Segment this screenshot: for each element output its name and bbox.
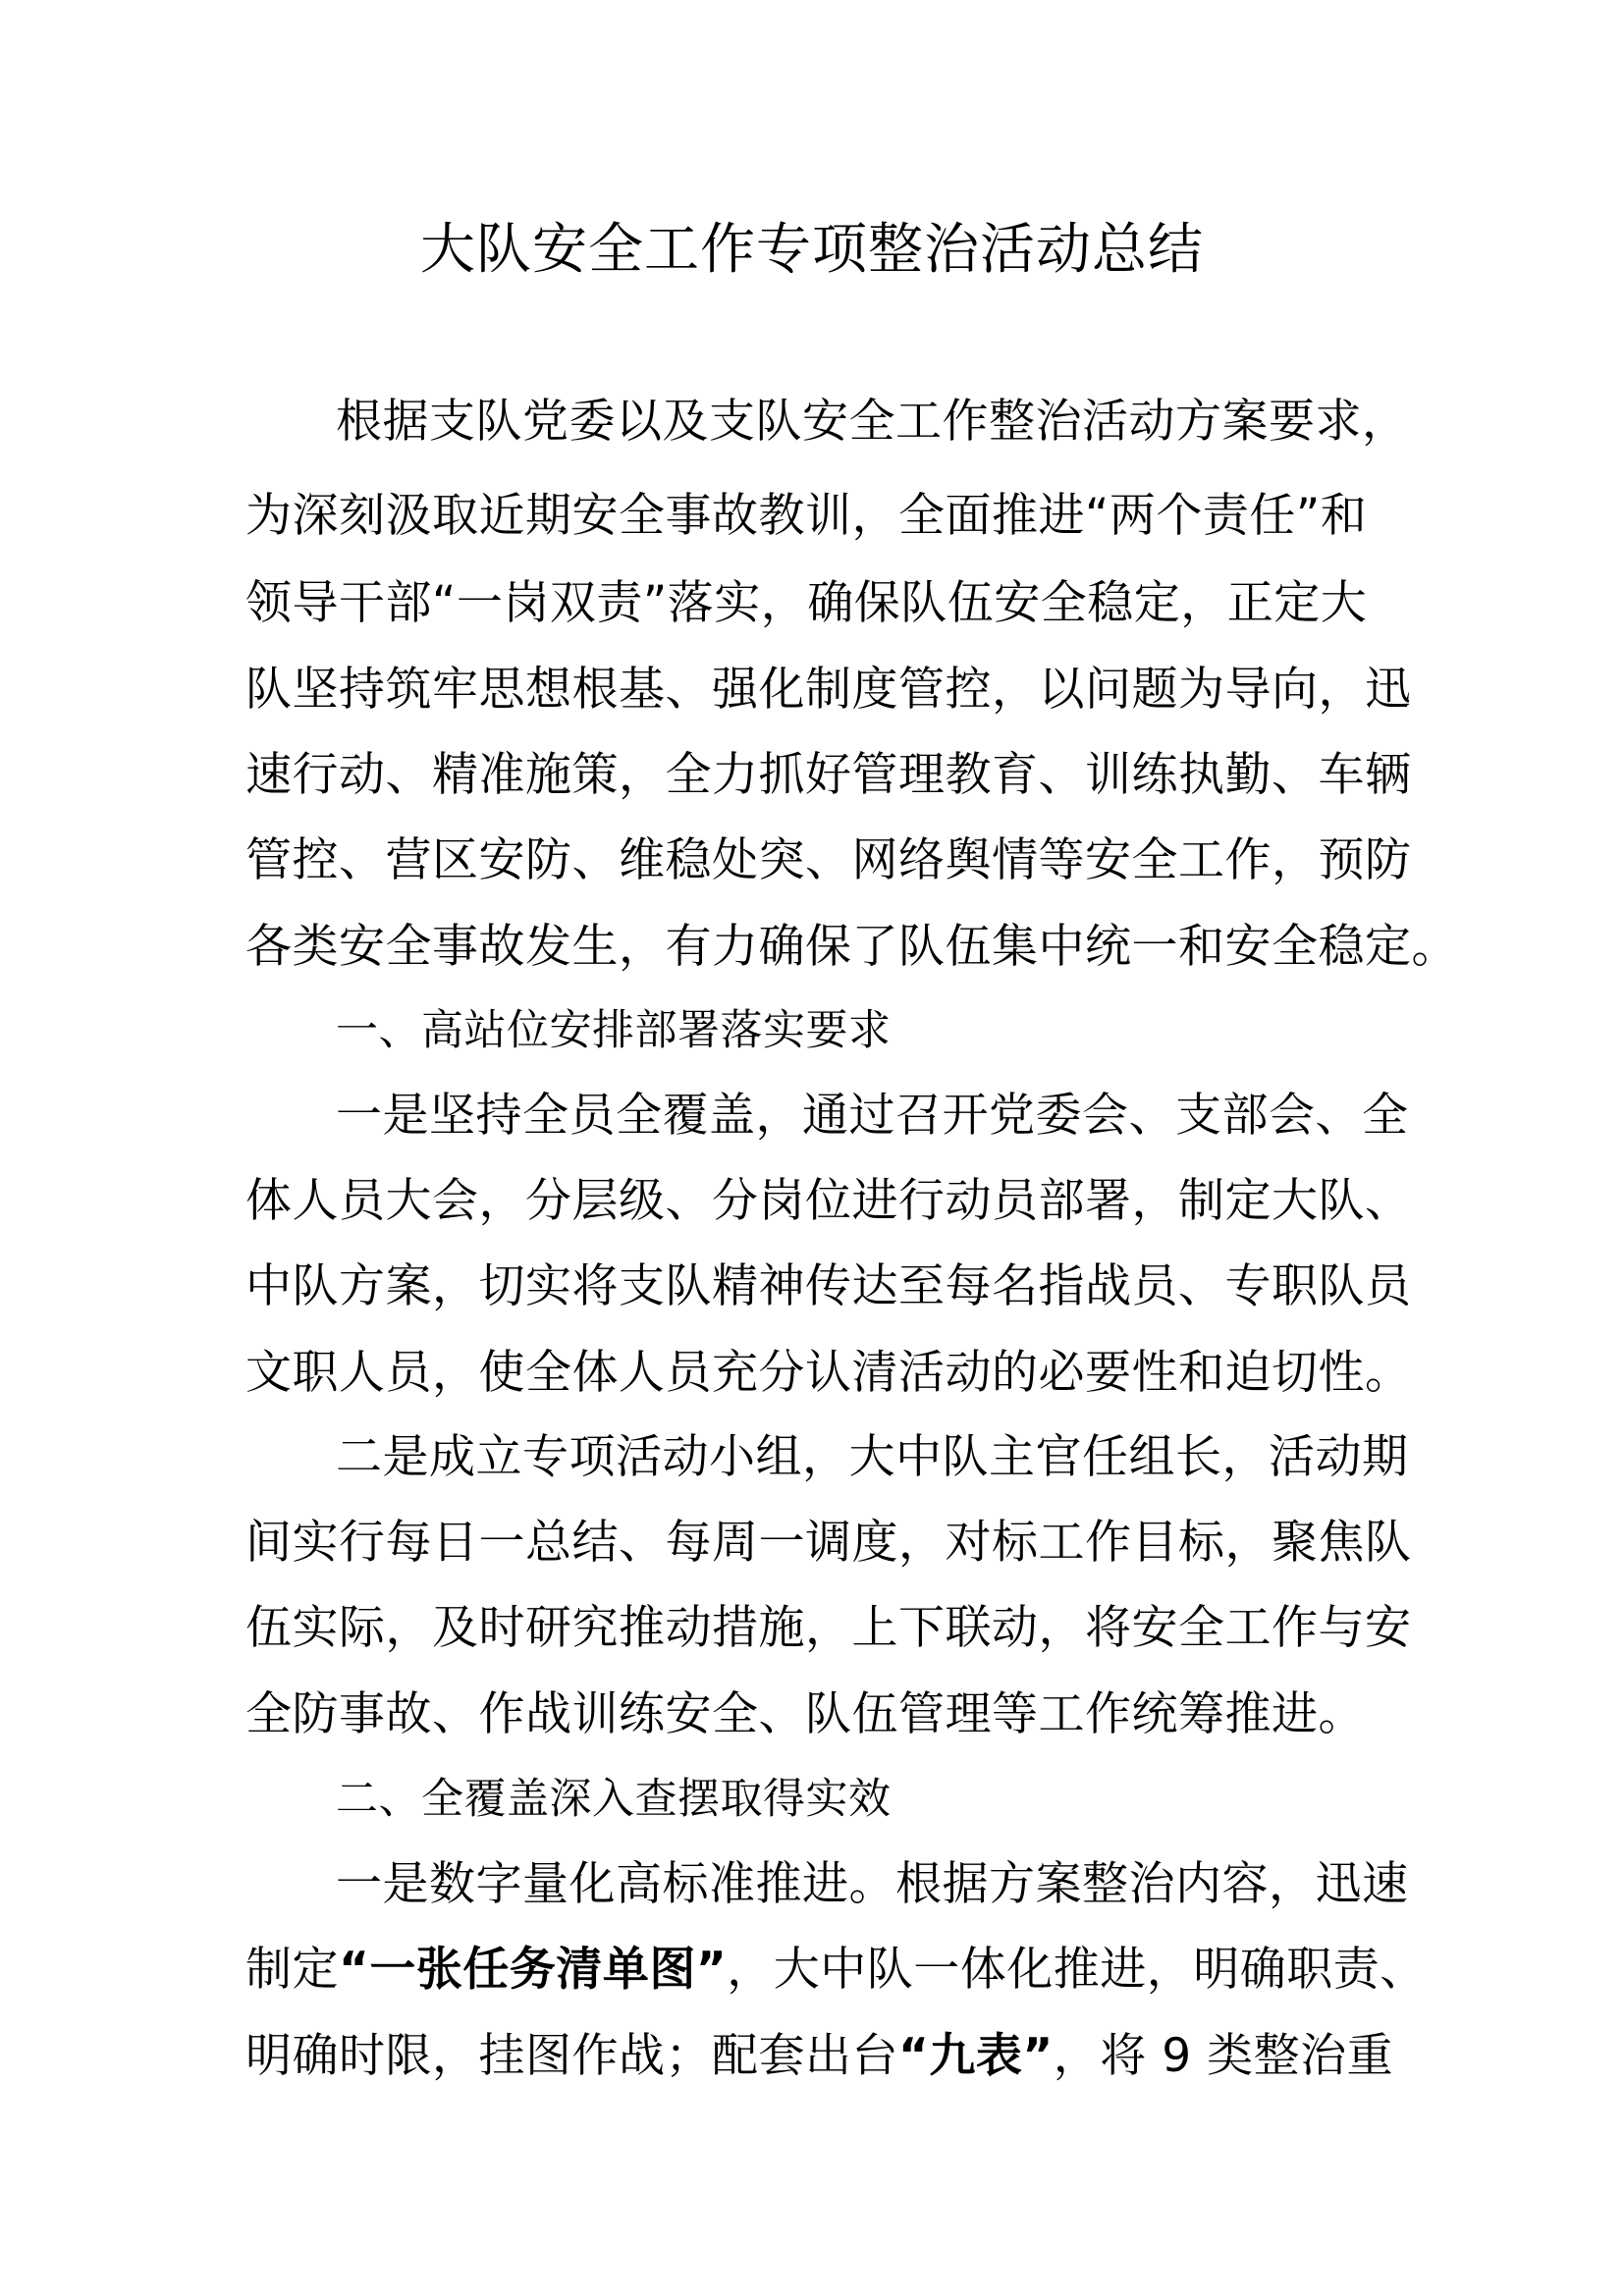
document-title: 大队安全工作专项整治活动总结	[420, 218, 1204, 282]
paragraph-line: 体人员大会，分层级、分岗位进行动员部署，制定大队、	[245, 1174, 1412, 1228]
paragraph-line: 管控、营区安防、维稳处突、网络舆情等安全工作，预防	[245, 833, 1412, 887]
paragraph-line: 领导干部“一岗双责”落实，确保队伍安全稳定，正定大	[245, 576, 1368, 630]
text-run: ，大中队一体化推进，明确职责、	[727, 1943, 1427, 1997]
section-heading: 二、全覆盖深入查摆取得实效	[336, 1775, 892, 1824]
paragraph-line: 根据支队党委以及支队安全工作整治活动方案要求，	[336, 395, 1409, 449]
paragraph-line: 速行动、精准施策，全力抓好管理教育、训练执勤、车辆	[245, 748, 1412, 802]
paragraph-line	[245, 1941, 1427, 2000]
paragraph-line: 中队方案，切实将支队精神传达至每名指战员、专职队员	[245, 1259, 1412, 1313]
text-run: 明确时限，挂图作战；配套出台	[245, 2029, 898, 2083]
paragraph-line: 文职人员，使全体人员充分认清活动的必要性和迫切性。	[245, 1346, 1412, 1400]
paragraph-line: 间实行每日一总结、每周一调度，对标工作目标，聚焦队	[245, 1516, 1412, 1570]
section-heading: 一、高站位安排部署落实要求	[336, 1006, 892, 1055]
bold-emphasis: “一张任务清单图”	[339, 1943, 728, 1997]
paragraph-line: 一是数字量化高标准推进。根据方案整治内容，迅速	[336, 1857, 1409, 1911]
text-run: 制定	[245, 1943, 339, 1997]
paragraph-line: 各类安全事故发生，有力确保了队伍集中统一和安全稳定。	[245, 920, 1458, 974]
paragraph-line: 为深刻汲取近期安全事故教训，全面推进“两个责任”和	[245, 489, 1368, 543]
paragraph-line: 伍实际，及时研究推动措施，上下联动，将安全工作与安	[245, 1601, 1412, 1655]
text-run: ，将 9 类整治重	[1053, 2029, 1394, 2083]
bold-emphasis: “九表”	[898, 2029, 1054, 2083]
paragraph-line: 队坚持筑牢思想根基、强化制度管控，以问题为导向，迅	[245, 663, 1412, 717]
paragraph-line: 全防事故、作战训练安全、队伍管理等工作统筹推进。	[245, 1687, 1365, 1741]
paragraph-line: 一是坚持全员全覆盖，通过召开党委会、支部会、全	[336, 1089, 1409, 1143]
paragraph-line: 二是成立专项活动小组，大中队主官任组长，活动期	[336, 1430, 1409, 1484]
paragraph-line	[245, 2027, 1394, 2086]
